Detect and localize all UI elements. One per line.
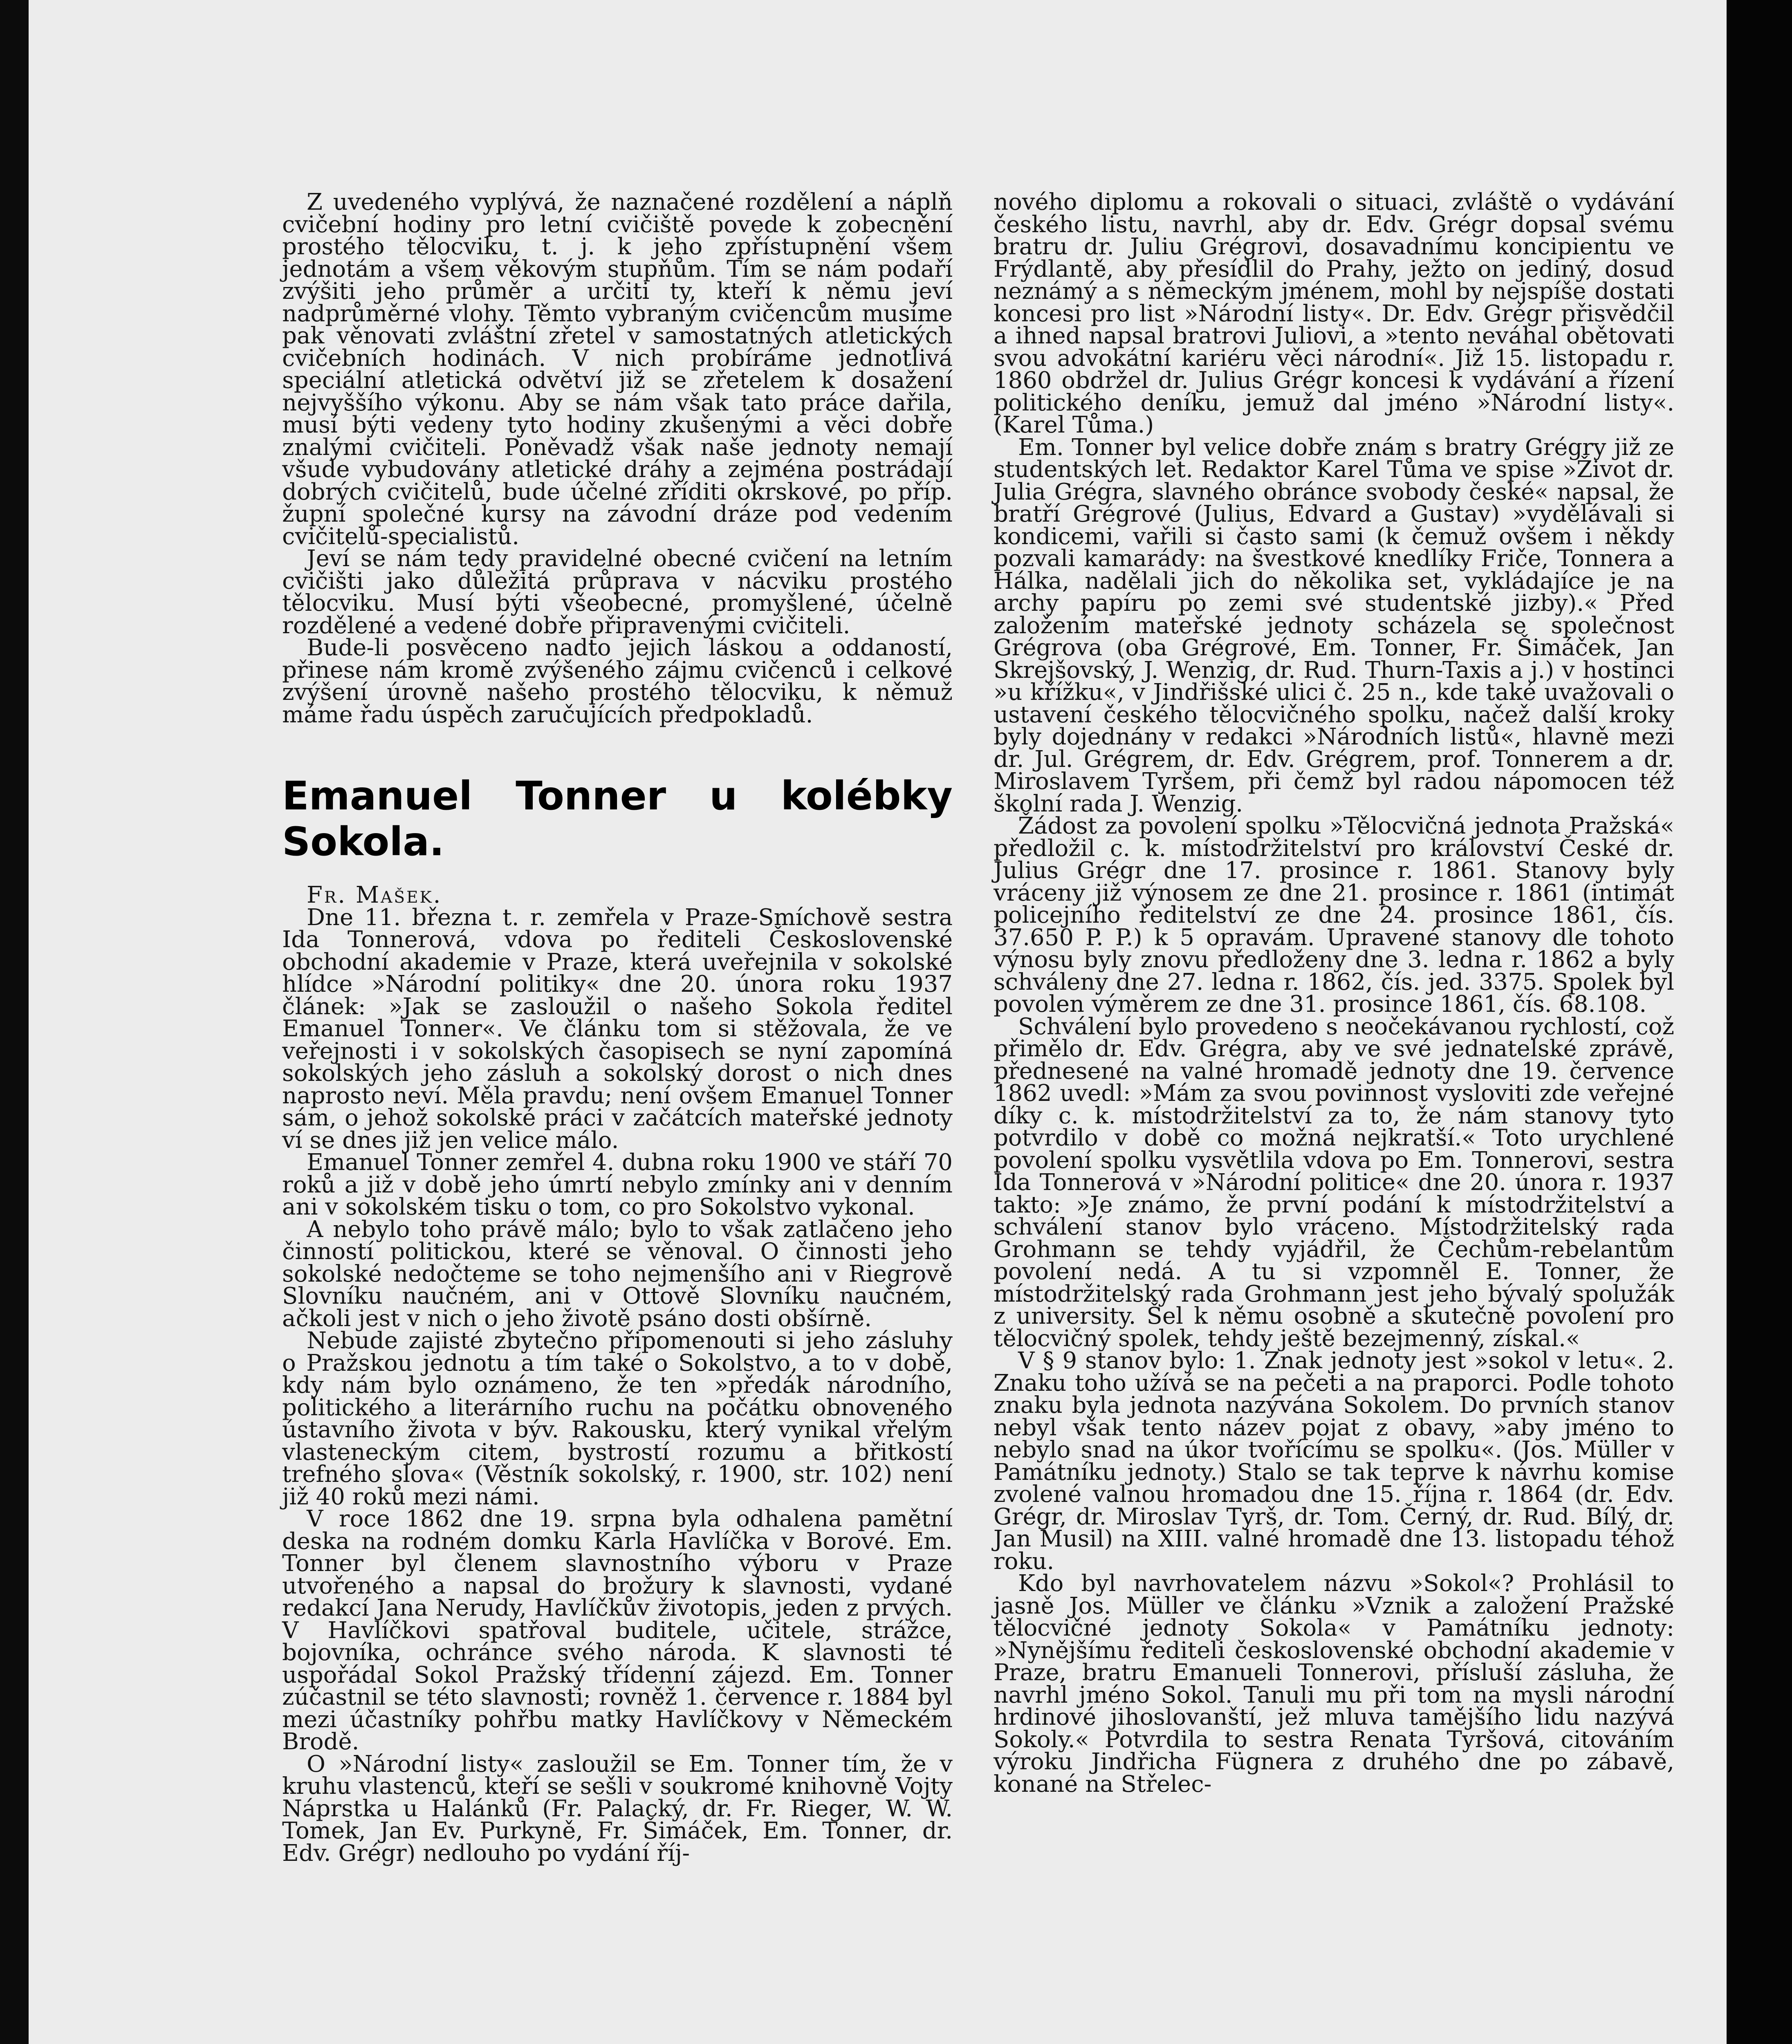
left-column [282, 191, 953, 1865]
article-paragraph: Schválení bylo provedeno s neočekávanou rychlostí, což přimělo dr. Edv. Grégra, aby ve své jednatelské zprávě, přednesené na valné hromadě jednoty dne 19. července 1862 uvedl: »Mám za svou povinnost vysloviti zde veřejné díky c. k. místodržitelství za to, že nám stanovy tyto potvrdilo v době co možná nejkratší.« Toto urychlené povolení spolku vysvětlila vdova po Em. Tonnerovi, sestra Ida Tonnerová v »Národní politice« dne 20. února r. 1937 takto: »Je známo, že první podání k místodržitelství a schválení stanov bylo vráceno. Místodržitelský rada Grohmann se tehdy vyjádřil, že Čechům-rebelantům povolení nedá. A tu si vzpomněl E. Tonner, že místodržitelský rada Grohmann jest jeho bývalý spolužák z university. Šel k němu osobně a skutečně povolení pro tělocvičný spolek, tehdy ještě bezejmenný, získal.« [994, 1013, 1674, 1352]
intro-paragraph: Jeví se nám tedy pravidelné obecné cvičení na letním cvičišti jako důležitá průprava v nácviku prostého tělocviku. Musí býti všeobecné, promyšlené, účelně rozdělené a vedené dobře připravenými cvičiteli. [282, 545, 953, 639]
scan-border-left [0, 0, 29, 2044]
scan-border-right [1727, 0, 1792, 2044]
byline: Fr. Mašek. [307, 882, 442, 908]
article-paragraph: Emanuel Tonner zemřel 4. dubna roku 1900 ve stáří 70 roků a již v době jeho úmrtí nebylo zmínky ani v denním ani v sokolském tisku o tom, co pro Sokolstvo vykonal. [282, 1149, 953, 1220]
article-paragraph: nového diplomu a rokovali o situaci, zvláště o vydávání českého listu, navrhl, aby dr. Edv. Grégr dopsal svému bratru dr. Juliu Grégrovi, dosavadnímu koncipientu ve Frýdlantě, aby přesídlil do Prahy, ježto on jediný, dosud neznámý a s německým jménem, mohl by nejspíše dostati koncesi pro list »Národní listy«. Dr. Edv. Grégr přisvědčil a ihned napsal bratrovi Juliovi, a »tento neváhal obětovati svou advokátní kariéru věci národní«. Již 15. listopadu r. 1860 obdržel dr. Julius Grégr koncesi k vydávání a řízení politického deníku, jemuž dal jméno »Národní listy«. (Karel Tůma.) [994, 189, 1674, 438]
article-paragraph: Dne 11. března t. r. zemřela v Praze-Smíchově sestra Ida Tonnerová, vdova po řediteli Československé obchodní akademie v Praze, která uveřejnila v sokolské hlídce »Národní politiky« dne 20. února roku 1937 článek: »Jak se zasloužil o našeho Sokola ředitel Emanuel Tonner«. Ve článku tom si stěžovala, že ve veřejnosti i v sokolských časopisech se nyní zapomíná sokolských jeho zásluh a sokolský dorost o nich dnes naprosto neví. Měla pravdu; není ovšem Emanuel Tonner sám, o jehož sokolské práci v začátcích mateřské jednoty ví se dnes již jen velice málo. [282, 904, 953, 1154]
article-paragraph: V roce 1862 dne 19. srpna byla odhalena pamětní deska na rodném domku Karla Havlíčka v Borové. Em. Tonner byl členem slavnostního výboru v Praze utvořeného a napsal do brožury k slavnosti, vydané redakcí Jana Nerudy, Havlíčkův životopis, jeden z prvých. V Havlíčkovi spatřoval buditele, učitele, strážce, bojovníka, ochránce svého národa. K slavnosti té uspořádal Sokol Pražský třídenní zájezd. Em. Tonner zúčastnil se této slavnosti; rovněž 1. července r. 1884 byl mezi účastníky pohřbu matky Havlíčkovy v Německém Brodě. [282, 1506, 953, 1755]
intro-paragraph: Z uvedeného vyplývá, že naznačené rozdělení a náplň cvičební hodiny pro letní cvičiště povede k zobecnění prostého tělocviku, t. j. k jeho zpřístupnění všem jednotám a všem věkovým stupňům. Tím se nám podaří zvýšiti jeho průměr a určiti ty, kteří k němu jeví nadprůměrné vlohy. Těmto vybraným cvičencům musíme pak věnovati zvláštní zřetel v samostatných atletických cvičebních hodinách. V nich probíráme jednotlivá speciální atletická odvětví již se zřetelem k dosažení nejvyššího výkonu. Aby se nám však tato práce dařila, musí býti vedeny tyto hodiny zkušenými a věci dobře znalými cvičiteli. Poněvadž však naše jednoty nemají všude vybudovány atletické dráhy a zejména postrádají dobrých cvičitelů, bude účelné zříditi okrskové, po příp. župní společné kursy na závodní dráze pod vedením cvičitelů-specialistů. [282, 189, 953, 550]
article-paragraph: Žádost za povolení spolku »Tělocvičná jednota Pražská« předložil c. k. místodržitelství pro království České dr. Julius Grégr dne 17. prosince r. 1861. Stanovy byly vráceny již výnosem ze dne 21. prosince r. 1861 (intimát policejního ředitelství ze dne 24. prosince 1861, čís. 37.650 P. P.) k 5 opravám. Upravené stanovy dle tohoto výnosu byly znovu předloženy dne 3. ledna r. 1862 a byly schváleny dne 27. ledna r. 1862, čís. jed. 3375. Spolek byl povolen výměrem ze dne 31. prosince 1861, čís. 68.108. [994, 813, 1674, 1018]
intro-paragraph: Bude-li posvěceno nadto jejich láskou a oddaností, přinese nám kromě zvýšeného zájmu cvičenců i celkové zvýšení úrovně našeho prostého tělocviku, k němuž máme řadu úspěch zaručujících předpokladů. [282, 634, 953, 728]
article-paragraph: V § 9 stanov bylo: 1. Znak jednoty jest »sokol v letu«. 2. Znaku toho užívá se na pečeti a na praporci. Podle tohoto znaku byla jednota nazývána Sokolem. Do prvních stanov nebyl však tento název pojat z obavy, »aby jméno to nebylo snad na úkor tvořícímu se spolku«. (Jos. Müller v Památníku jednoty.) Stalo se tak teprve k návrhu komise zvolené valnou hromadou dne 15. října r. 1864 (dr. Edv. Grégr, dr. Miroslav Tyrš, dr. Tom. Černý, dr. Rud. Bílý, dr. Jan Musil) na XIII. valné hromadě dne 13. listopadu téhož roku. [994, 1347, 1674, 1575]
article-paragraph: O »Národní listy« zasloužil se Em. Tonner tím, že v kruhu vlastenců, kteří se sešli v soukromé knihovně Vojty Náprstka u Halánků (Fr. Palacký, dr. Fr. Rieger, W. W. Tomek, Jan Ev. Purkyně, Fr. Šimáček, Em. Tonner, dr. Edv. Grégr) nedlouho po vydání říj- [282, 1750, 953, 1867]
article-paragraph: A nebylo toho právě málo; bylo to však zatlačeno jeho činností politickou, které se věnoval. O činnosti jeho sokolské nedočteme se toho nejmenšího ani v Riegrově Slovníku naučném, ani v Ottově Slovníku naučném, ačkoli jest v nich o jeho životě psáno dosti obšírně. [282, 1216, 953, 1332]
article-paragraph: Em. Tonner byl velice dobře znám s bratry Grégry již ze studentských let. Redaktor Karel Tůma ve spise »Život dr. Julia Grégra, slavného obránce svobody české« napsal, že bratří Grégrové (Julius, Edvard a Gustav) »vydělávali si kondicemi, vařili si často sami (k čemuž ovšem i někdy pozvali kamarády: na švestkové knedlíky Friče, Tonnera a Hálka, nadělali jich do několika set, vykládajíce je na archy papíru po zemi své studentské jizby).« Před založením mateřské jednoty scházela se společnost Grégrova (oba Grégrové, Em. Tonner, Fr. Šimáček, Jan Skrejšovský, J. Wenzig, dr. Rud. Thurn-Taxis a j.) v hostinci »u křížku«, v Jindřišské ulici č. 25 n., kde také uvažovali o ustavení českého tělocvičného spolku, načež další kroky byly dojednány v redakci »Národních listů«, hlavně mezi dr. Jul. Grégrem, dr. Edv. Grégrem, prof. Tonnerem a dr. Miroslavem Tyršem, při čemž byl radou nápomocen též školní rada J. Wenzig. [994, 434, 1674, 817]
right-column [994, 191, 1674, 1795]
article-paragraph: Kdo byl navrhovatelem názvu »Sokol«? Prohlásil to jasně Jos. Müller ve článku »Vznik a založení Pražské tělocvičné jednoty Sokola« v Památníku jednoty: »Nynějšímu řediteli československé obchodní akademie v Praze, bratru Emanueli Tonnerovi, přísluší zásluha, že navrhl jméno Sokol. Tanuli mu při tom na mysli národní hrdinové jihoslovanští, jež mluva tamějšího lidu nazývá Sokoly.« Potvrdila to sestra Renata Tyršová, citováním výroku Jindřicha Fügnera z druhého dne po zábavě, konané na Střelec- [994, 1570, 1674, 1797]
article-paragraph: Nebude zajisté zbytečno připomenouti si jeho zásluhy o Pražskou jednotu a tím také o Sokolstvo, a to v době, kdy nám bylo oznámeno, že ten »předák národního, politického a literárního ruchu na počátku obnoveného ústavního života v býv. Rakousku, který vynikal vřelým vlasteneckým citem, bystrostí rozumu a břitkostí trefného slova« (Věstník sokolský, r. 1900, str. 102) není již 40 roků mezi námi. [282, 1327, 953, 1510]
article-title: Emanuel Tonner u kolébky Sokola. [282, 773, 953, 865]
